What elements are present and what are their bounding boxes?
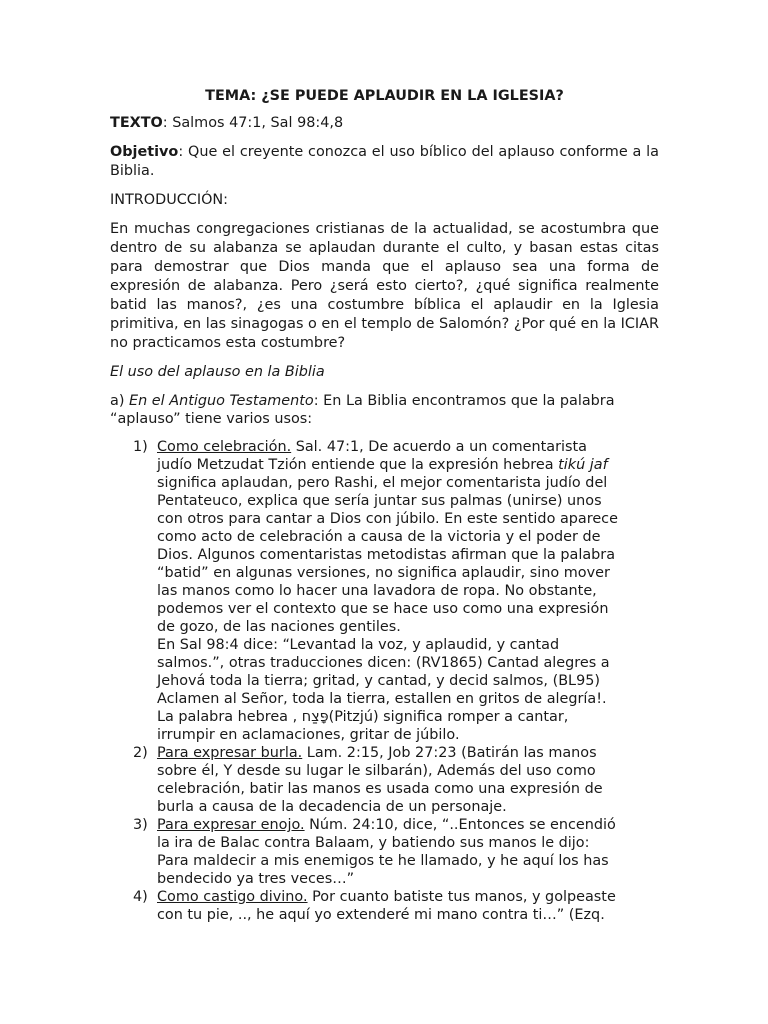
- item-line: con otros para cantar a Dios con júbilo. En este sentido aparece: [157, 511, 618, 527]
- item-heading: Para expresar enojo.: [157, 817, 305, 833]
- item-number: 4): [133, 889, 148, 905]
- item-line: sobre él, Y desde su lugar le silbarán), Además del uso como: [157, 763, 596, 779]
- item-heading: Para expresar burla.: [157, 745, 303, 761]
- item-line: la ira de Balac contra Balaam, y batiendo sus manos le dijo:: [157, 835, 590, 851]
- list-item: [110, 438, 659, 744]
- list-item: [110, 816, 659, 888]
- item-line: Pentateuco, explica que sería juntar sus palmas (unirse) unos: [157, 493, 602, 509]
- texto-label: TEXTO: [110, 115, 163, 131]
- objetivo-text: : Que el creyente conozca el uso bíblico del aplauso conforme a la Biblia.: [110, 144, 659, 179]
- item-line: salmos.”, otras traducciones dicen: (RV1865) Cantad alegres a: [157, 655, 610, 671]
- item-line: La palabra hebrea , פָּצַח(Pitzjú) significa romper a cantar,: [157, 709, 569, 725]
- item-line: las manos como lo hacer una lavadora de ropa. No obstante,: [157, 583, 597, 599]
- sub-a-paragraph: [110, 392, 659, 428]
- item-line: celebración, batir las manos es usada como una expresión de: [157, 781, 603, 797]
- texto-sep: :: [162, 115, 168, 131]
- intro-paragraph: En muchas congregaciones cristianas de la actualidad, se acostumbra que dentro de su alabanza se aplaudan durante el culto, y basan estas citas para demostrar que Dios manda que el aplauso sea una forma de expresión de alabanza. Pero ¿será esto cierto?, ¿qué significa realmente batid las manos?, ¿es una costumbre bíblica el aplaudir en la Iglesia primitiva, en las sinagogas o en el templo de Salomón? ¿Por qué en la ICIAR no practicamos esta costumbre?: [110, 221, 659, 351]
- item-line: de gozo, de las naciones gentiles.: [157, 619, 401, 635]
- item-heading: Como castigo divino.: [157, 889, 308, 905]
- item-italic-term: tikú jaf: [558, 457, 608, 473]
- list-item: [110, 744, 659, 816]
- sub-a-line1-rest: : En La Biblia encontramos que la palabra: [313, 393, 615, 409]
- objetivo-label: Objetivo: [110, 144, 179, 160]
- page-title: TEMA: ¿SE PUEDE APLAUDIR EN LA IGLESIA?: [205, 88, 564, 104]
- item-heading: Como celebración.: [157, 439, 292, 455]
- sub-a-label: En el Antiguo Testamento: [129, 393, 314, 409]
- sub-a-prefix: a): [110, 393, 130, 409]
- item-line: Dios. Algunos comentaristas metodistas afirman que la palabra: [157, 547, 616, 563]
- section-heading: El uso del aplauso en la Biblia: [110, 364, 325, 380]
- item-number: 1): [133, 439, 148, 455]
- item-line: Aclamen al Señor, toda la tierra, estallen en gritos de alegría!.: [157, 691, 607, 707]
- item-text: judío Metzudat Tzión entiende que la expresión hebrea: [157, 457, 559, 473]
- item-text: Núm. 24:10, dice, “..Entonces se encendió: [304, 817, 616, 833]
- texto-value: Salmos 47:1, Sal 98:4,8: [167, 115, 344, 131]
- texto-line: [110, 114, 659, 133]
- item-number: 2): [133, 745, 148, 761]
- item-line: “batid” en algunas versiones, no significa aplaudir, sino mover: [157, 565, 610, 581]
- objetivo-paragraph: [110, 143, 659, 181]
- item-line: Para maldecir a mis enemigos te he llamado, y he aquí los has: [157, 853, 609, 869]
- item-text: Lam. 2:15, Job 27:23 (Batirán las manos: [302, 745, 597, 761]
- sub-a-line2: “aplauso” tiene varios usos:: [110, 411, 313, 427]
- item-line: bendecido ya tres veces…”: [157, 871, 355, 887]
- item-number: 3): [133, 817, 148, 833]
- list-item: [110, 888, 659, 924]
- item-line: irrumpir en aclamaciones, gritar de júbilo.: [157, 727, 460, 743]
- item-line: como acto de celebración a causa de la victoria y el poder de: [157, 529, 601, 545]
- item-line: En Sal 98:4 dice: “Levantad la voz, y aplaudid, y cantad: [157, 637, 560, 653]
- intro-heading: INTRODUCCIÓN:: [110, 192, 229, 208]
- item-line: significa aplaudan, pero Rashi, el mejor comentarista judío del: [157, 475, 608, 491]
- item-text: Sal. 47:1, De acuerdo a un comentarista: [291, 439, 587, 455]
- item-text: Por cuanto batiste tus manos, y golpeaste: [307, 889, 616, 905]
- item-line: Jehová toda la tierra; gritad, y cantad, y decid salmos, (BL95): [157, 673, 601, 689]
- document-body: [110, 86, 659, 924]
- item-line: podemos ver el contexto que se hace uso como una expresión: [157, 601, 609, 617]
- item-line: con tu pie, .., he aquí yo extenderé mi mano contra ti…” (Ezq.: [157, 907, 605, 923]
- item-line: burla a causa de la decadencia de un personaje.: [157, 799, 507, 815]
- usage-list: [110, 438, 659, 924]
